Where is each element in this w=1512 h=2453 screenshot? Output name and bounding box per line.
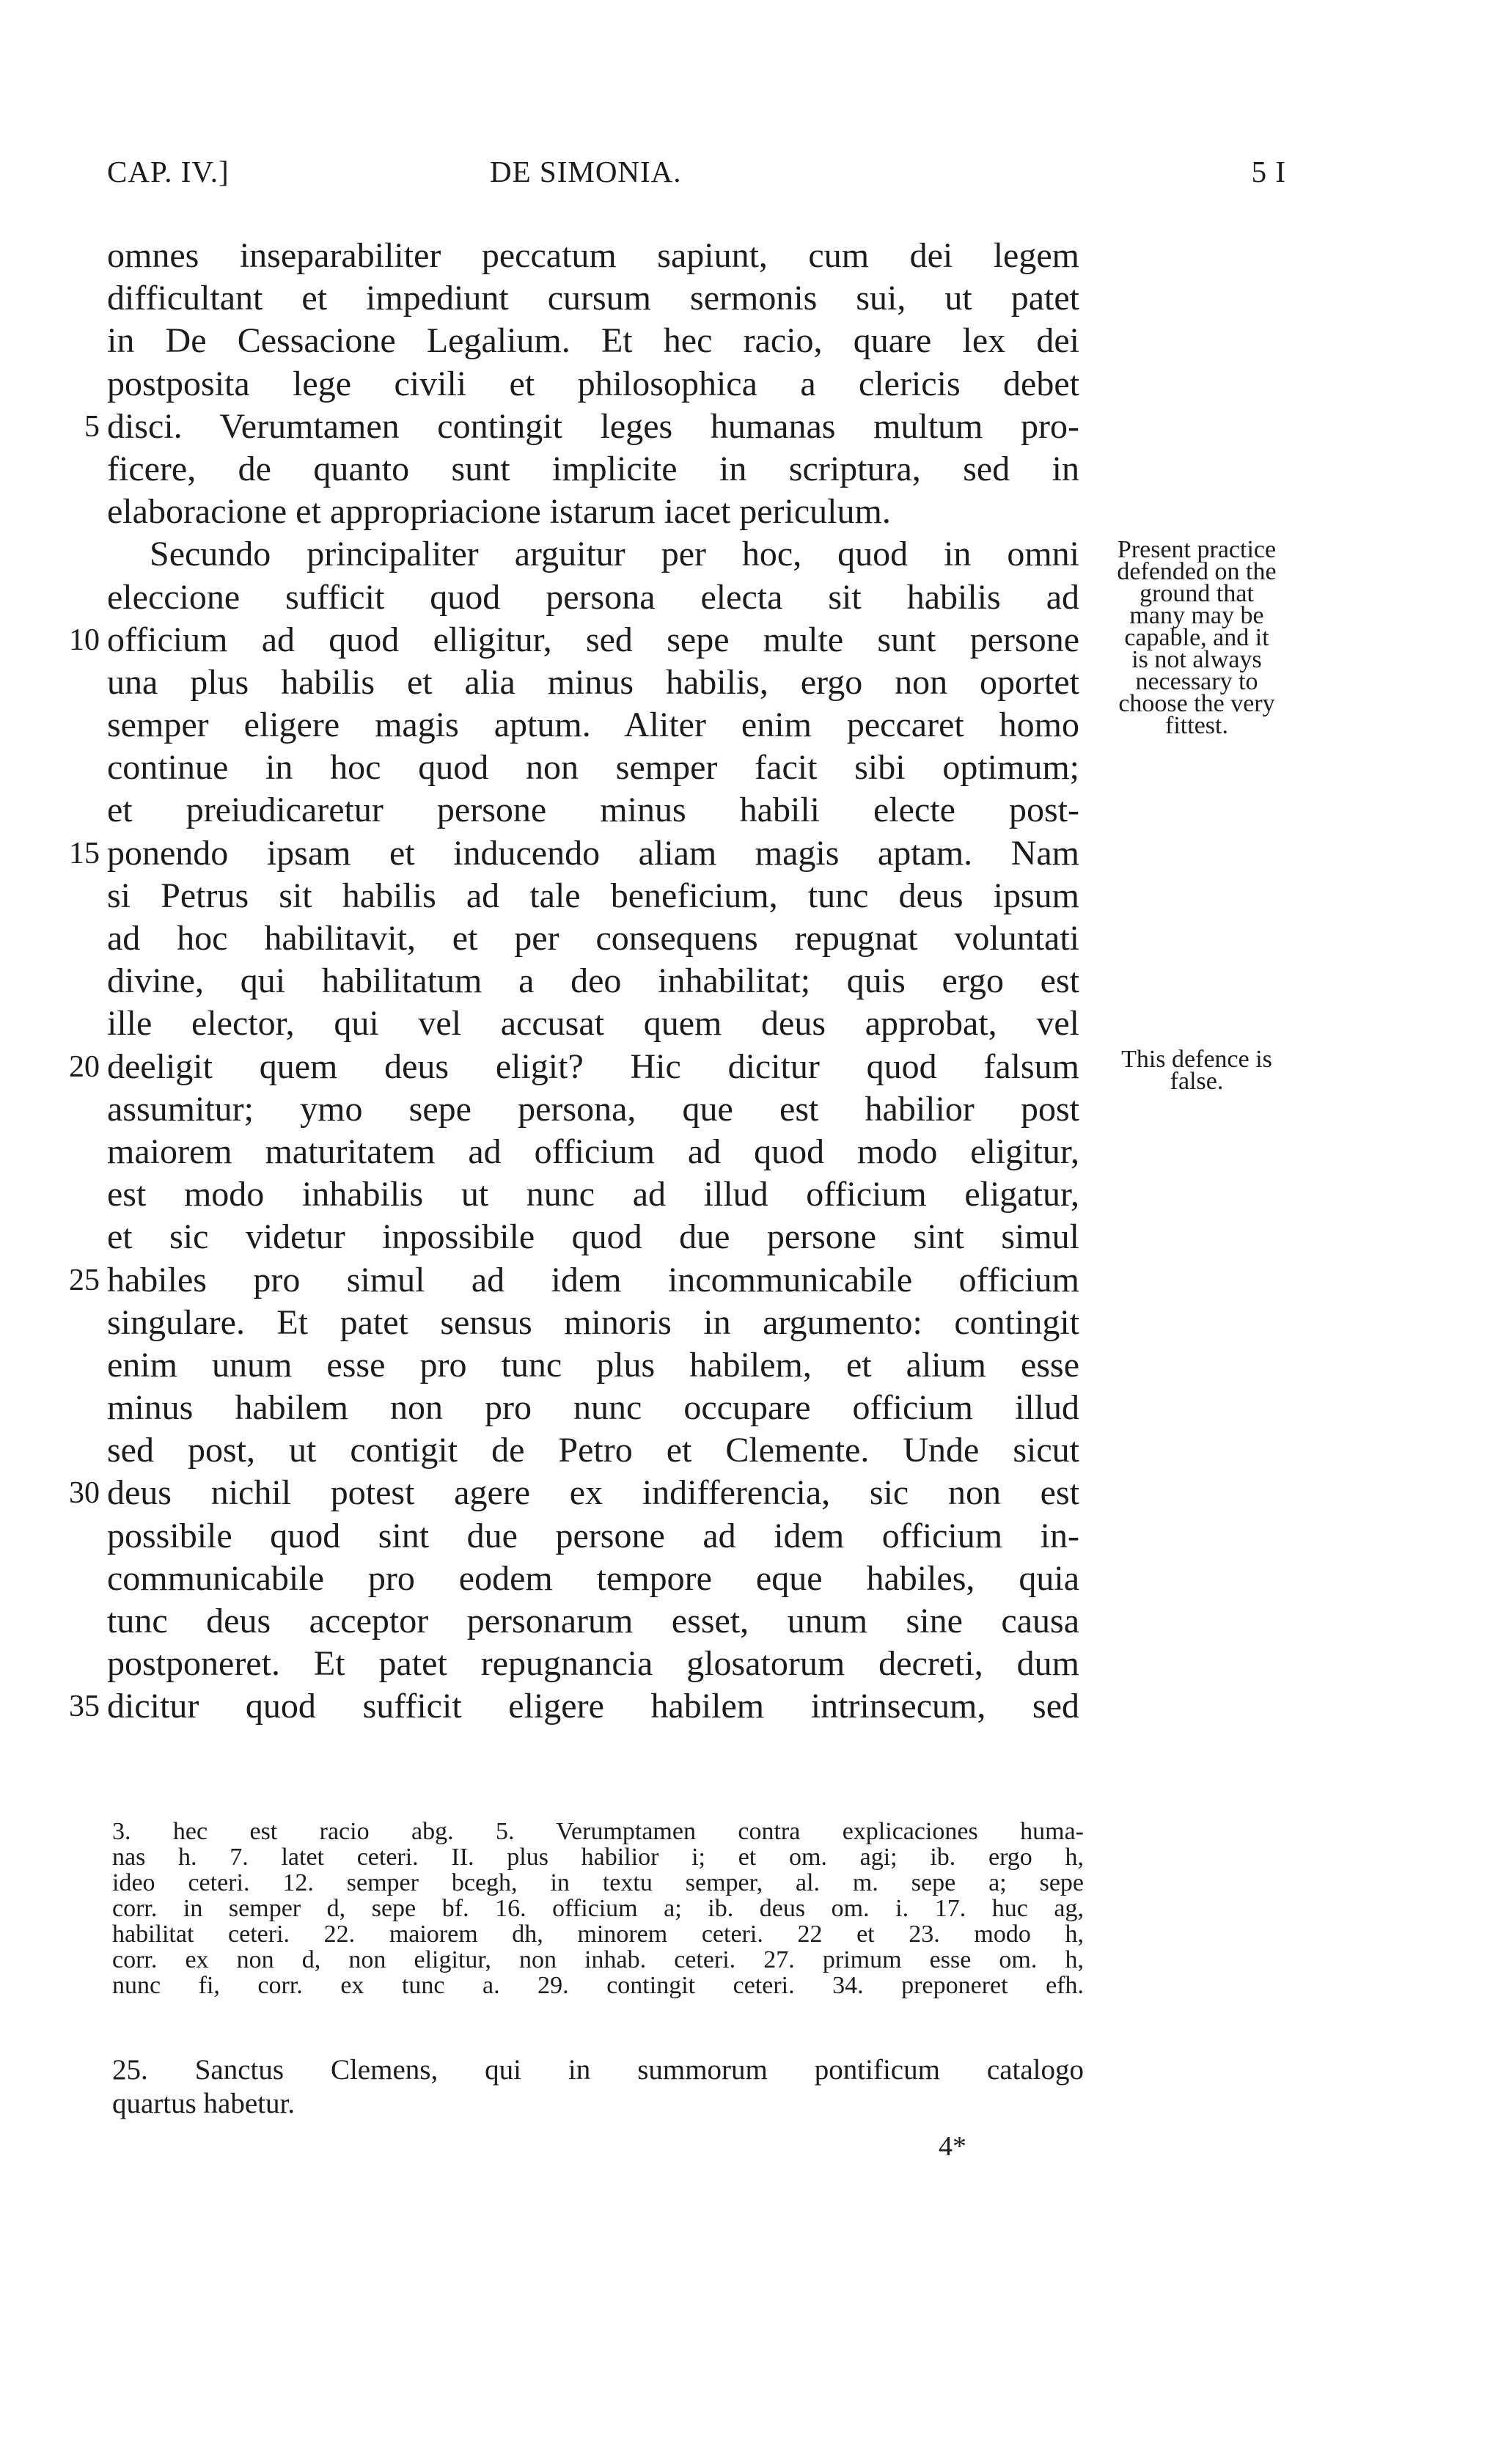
margin-note-present-practice bbox=[1087, 536, 1307, 739]
apparatus-line: 3. hec est racio abg. 5. Verumptamen contra explicaciones huma- bbox=[112, 1818, 1084, 1845]
apparatus-line: habilitat ceteri. 22. maiorem dh, minorem ceteri. 22 et 23. modo h, bbox=[112, 1921, 1084, 1948]
chapter-heading: CAP. IV.] bbox=[107, 155, 230, 188]
text-line: ponendo ipsam et inducendo aliam magis aptam. Nam bbox=[107, 833, 1079, 873]
line-number: 15 bbox=[69, 836, 100, 870]
text-line: omnes inseparabiliter peccatum sapiunt, cum dei legem bbox=[107, 236, 1079, 275]
text-line: enim unum esse pro tunc plus habilem, et alium esse bbox=[107, 1345, 1079, 1385]
signature-mark: 4* bbox=[939, 2131, 966, 2162]
apparatus-line: nas h. 7. latet ceteri. II. plus habilior i; et om. agi; ib. ergo h, bbox=[112, 1844, 1084, 1871]
margin-note-line: many may be bbox=[1129, 602, 1264, 629]
text-line: maiorem maturitatem ad officium ad quod modo eligitur, bbox=[107, 1132, 1079, 1171]
text-line: elaboracione et appropriacione istarum iacet periculum. bbox=[107, 492, 891, 532]
apparatus-line: corr. in semper d, sepe bf. 16. officium a; ib. deus om. i. 17. huc ag, bbox=[112, 1895, 1084, 1922]
text-line: est modo inhabilis ut nunc ad illud officium eligatur, bbox=[107, 1175, 1079, 1214]
text-line: ficere, de quanto sunt implicite in scriptura, sed in bbox=[107, 449, 1079, 488]
text-line: Secundo principaliter arguitur per hoc, quod in omni bbox=[150, 535, 1079, 574]
text-line: possibile quod sint due persone ad idem officium in- bbox=[107, 1516, 1079, 1555]
text-line: dicitur quod sufficit eligere habilem intrinsecum, sed bbox=[107, 1687, 1079, 1726]
footnote-line: quartus habetur. bbox=[112, 2088, 296, 2119]
text-line: singulare. Et patet sensus minoris in argumento: contingit bbox=[107, 1302, 1079, 1342]
text-line: semper eligere magis aptum. Aliter enim peccaret homo bbox=[107, 705, 1079, 745]
footnote-line: 25. Sanctus Clemens, qui in summorum pontificum catalogo bbox=[112, 2054, 1084, 2086]
text-line: et preiudicaretur persone minus habili electe post- bbox=[107, 791, 1079, 830]
line-number: 35 bbox=[69, 1690, 100, 1724]
text-line: eleccione sufficit quod persona electa sit habilis ad bbox=[107, 577, 1079, 617]
page-number: 5 I bbox=[1251, 155, 1286, 188]
text-line: una plus habilis et alia minus habilis, ergo non oportet bbox=[107, 662, 1079, 702]
text-line: et sic videtur inpossibile quod due persone sint simul bbox=[107, 1217, 1079, 1257]
margin-note-line: necessary to bbox=[1135, 668, 1258, 695]
margin-note-line: choose the very bbox=[1118, 690, 1275, 717]
text-line: si Petrus sit habilis ad tale beneficium, tunc deus ipsum bbox=[107, 876, 1079, 915]
line-number: 20 bbox=[69, 1049, 100, 1084]
page-title: DE SIMONIA. bbox=[490, 155, 682, 188]
critical-apparatus bbox=[112, 1819, 1084, 1998]
text-line: sed post, ut contigit de Petro et Clemente. Unde sicut bbox=[107, 1431, 1079, 1470]
apparatus-line: corr. ex non d, non eligitur, non inhab. ceteri. 27. primum esse om. h, bbox=[112, 1946, 1084, 1973]
line-number: 5 bbox=[84, 409, 100, 444]
text-line: divine, qui habilitatum a deo inhabilitat; quis ergo est bbox=[107, 961, 1079, 1001]
explanatory-footnote bbox=[112, 2053, 1084, 2121]
text-line: deeligit quem deus eligit? Hic dicitur quod falsum bbox=[107, 1046, 1079, 1086]
margin-note-line: defended on the bbox=[1117, 558, 1277, 585]
text-line: postposita lege civili et philosophica a clericis debet bbox=[107, 364, 1079, 403]
margin-note-defence-false bbox=[1087, 1046, 1307, 1095]
text-line: in De Cessacione Legalium. Et hec racio, quare lex dei bbox=[107, 321, 1079, 361]
apparatus-line: nunc fi, corr. ex tunc a. 29. contingit ceteri. 34. preponeret efh. bbox=[112, 1972, 1084, 1999]
margin-note-line: false. bbox=[1170, 1068, 1224, 1095]
line-number: 30 bbox=[69, 1476, 100, 1511]
text-line: minus habilem non pro nunc occupare officium illud bbox=[107, 1388, 1079, 1428]
apparatus-line: ideo ceteri. 12. semper bcegh, in textu semper, al. m. sepe a; sepe bbox=[112, 1869, 1084, 1896]
margin-note-line: fittest. bbox=[1165, 712, 1228, 739]
text-line: officium ad quod elligitur, sed sepe multe sunt persone bbox=[107, 620, 1079, 659]
text-line: tunc deus acceptor personarum esset, unum sine causa bbox=[107, 1602, 1079, 1640]
text-line: assumitur; ymo sepe persona, que est habilior post bbox=[107, 1089, 1079, 1129]
text-line: difficultant et impediunt cursum sermonis sui, ut patet bbox=[107, 279, 1079, 318]
text-line: continue in hoc quod non semper facit sibi optimum; bbox=[107, 748, 1079, 788]
line-number: 10 bbox=[69, 623, 100, 657]
text-line: ille elector, qui vel accusat quem deus approbat, vel bbox=[107, 1004, 1079, 1044]
margin-note-line: is not always bbox=[1131, 646, 1262, 673]
margin-note-line: Present practice bbox=[1117, 536, 1277, 563]
margin-note-line: ground that bbox=[1139, 580, 1254, 607]
text-line: disci. Verumtamen contingit leges humanas multum pro- bbox=[107, 406, 1079, 446]
margin-note-line: capable, and it bbox=[1124, 624, 1269, 651]
text-line: habiles pro simul ad idem incommunicabile officium bbox=[107, 1260, 1079, 1299]
line-number: 25 bbox=[69, 1263, 100, 1297]
text-line: ad hoc habilitavit, et per consequens repugnat voluntati bbox=[107, 919, 1079, 958]
text-line: communicabile pro eodem tempore eque habiles, quia bbox=[107, 1558, 1079, 1598]
text-line: deus nichil potest agere ex indifferencia, sic non est bbox=[107, 1473, 1079, 1513]
main-text bbox=[69, 235, 1079, 1728]
margin-note-line: This defence is bbox=[1121, 1046, 1272, 1073]
text-line: postponeret. Et patet repugnancia glosatorum decreti, dum bbox=[107, 1644, 1079, 1684]
